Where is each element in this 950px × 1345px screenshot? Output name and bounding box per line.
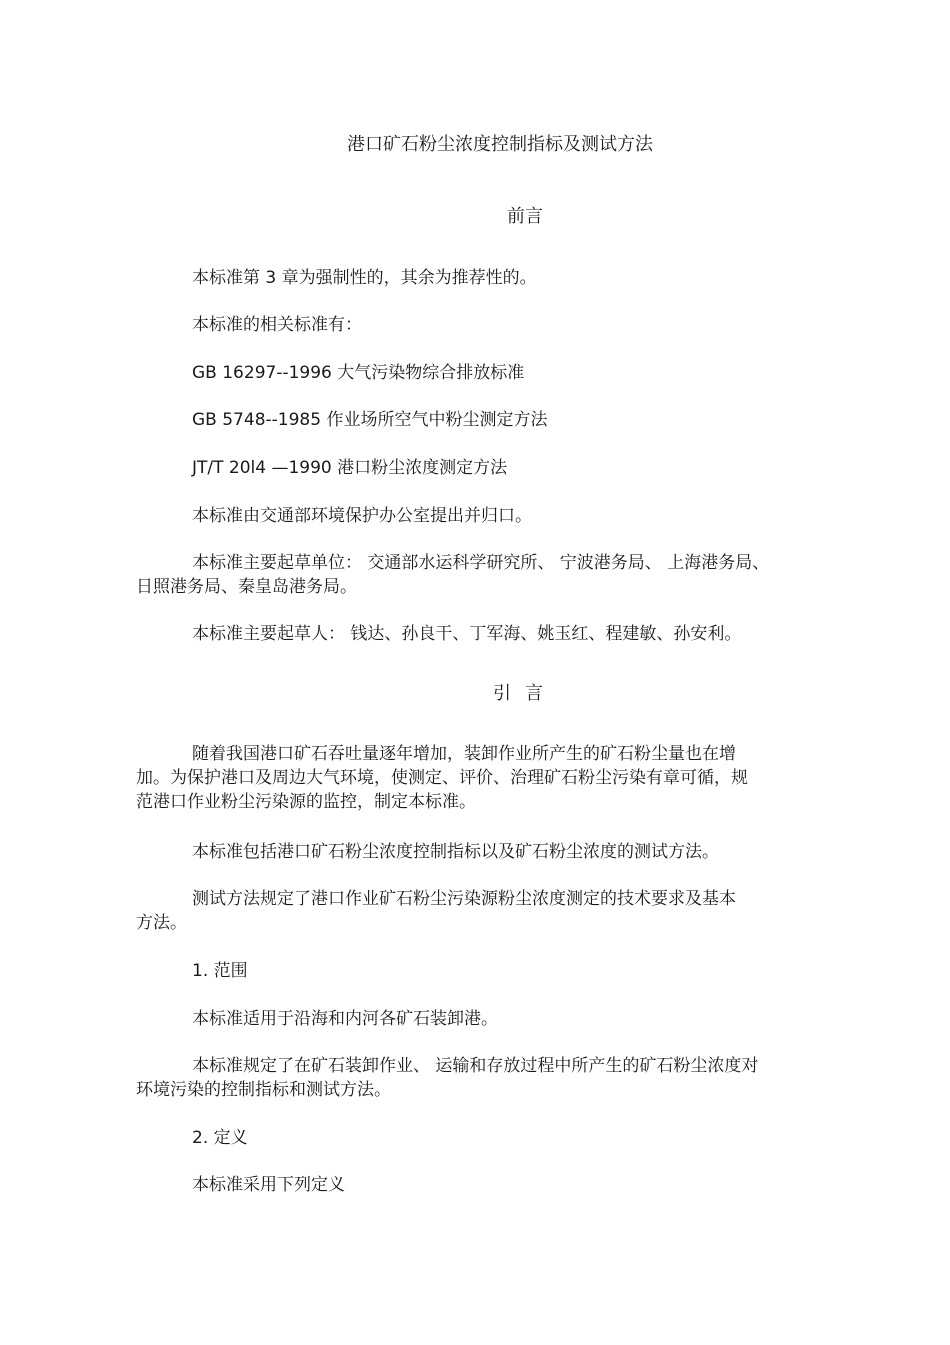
section-1-paragraph: 环境污染的控制指标和测试方法。 xyxy=(136,1080,391,1100)
introduction-paragraph: 测试方法规定了港口作业矿石粉尘污染源粉尘浓度测定的技术要求及基本 xyxy=(192,889,736,909)
foreword-paragraph: 本标准由交通部环境保护办公室提出并归口。 xyxy=(192,506,532,526)
drafters: 本标准主要起草人： 钱达、孙良干、丁军海、姚玉红、程建敏、孙安利。 xyxy=(192,624,742,644)
section-1-paragraph: 本标准规定了在矿石装卸作业、 运输和存放过程中所产生的矿石粉尘浓度对 xyxy=(192,1056,759,1076)
related-standard: GB 5748--1985 作业场所空气中粉尘测定方法 xyxy=(192,410,548,430)
related-standard: JT/T 20l4 —1990 港口粉尘浓度测定方法 xyxy=(192,458,508,478)
introduction-paragraph: 本标准包括港口矿石粉尘浓度控制指标以及矿石粉尘浓度的测试方法。 xyxy=(192,842,719,862)
drafting-units-continued: 日照港务局、秦皇岛港务局。 xyxy=(136,577,357,597)
section-1-heading: 1. 范围 xyxy=(192,961,248,981)
foreword-paragraph: 本标准的相关标准有： xyxy=(192,315,362,335)
introduction-paragraph: 方法。 xyxy=(136,913,187,933)
document-title: 港口矿石粉尘浓度控制指标及测试方法 xyxy=(347,134,653,155)
introduction-paragraph: 加。为保护港口及周边大气环境，使测定、评价、治理矿石粉尘污染有章可循，规 xyxy=(136,768,748,788)
section-1-paragraph: 本标准适用于沿海和内河各矿石装卸港。 xyxy=(192,1009,498,1029)
introduction-heading: 引言 xyxy=(493,683,557,704)
foreword-paragraph: 本标准第 3 章为强制性的，其余为推荐性的。 xyxy=(192,268,537,288)
introduction-paragraph: 范港口作业粉尘污染源的监控，制定本标准。 xyxy=(136,792,476,812)
section-2-heading: 2. 定义 xyxy=(192,1128,248,1148)
section-2-paragraph: 本标准采用下列定义 xyxy=(192,1175,345,1195)
foreword-heading: 前言 xyxy=(507,206,543,227)
drafting-units: 本标准主要起草单位： 交通部水运科学研究所、 宁波港务局、 上海港务局、 xyxy=(192,553,770,573)
related-standard: GB 16297--1996 大气污染物综合排放标准 xyxy=(192,363,525,383)
introduction-paragraph: 随着我国港口矿石吞吐量逐年增加，装卸作业所产生的矿石粉尘量也在增 xyxy=(192,744,736,764)
